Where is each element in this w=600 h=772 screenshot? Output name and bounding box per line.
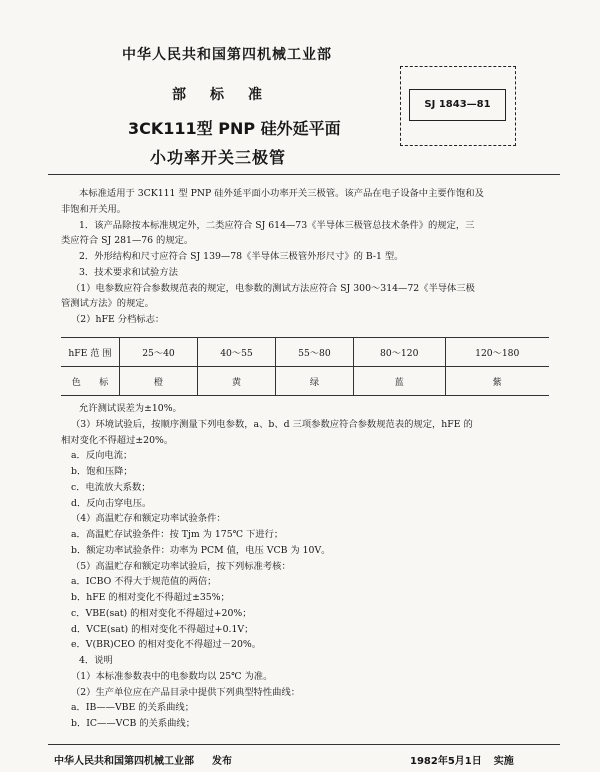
clause-3-3: （3）环境试验后，按顺序测量下列电参数，a、b、d 三项参数应符合参数规范表的规定，hFE 的 — [71, 418, 473, 430]
table-cell: 40～55 — [197, 338, 275, 367]
table-row-label: 色 标 — [61, 367, 120, 396]
standard-number: SJ 1843—81 — [409, 89, 506, 121]
clause-3-3-cont: 相对变化不得超过±20%。 — [61, 434, 174, 446]
intro-paragraph-cont: 非饱和开关用。 — [61, 203, 127, 215]
table-row — [61, 367, 549, 396]
implementation-date: 1982年5月1日 — [410, 756, 482, 767]
standard-number-box — [400, 66, 516, 146]
publisher-name: 中华人民共和国第四机械工业部 — [54, 756, 194, 767]
clause-2: 2．外形结构和尺寸应符合 SJ 139—78《半导体三极管外形尺寸》的 B-1 型。 — [79, 251, 404, 262]
document-body-lower — [61, 401, 541, 732]
list-item: e．V(BR)CEO 的相对变化不得超过－20%。 — [71, 639, 262, 651]
table-cell: 绿 — [275, 367, 353, 396]
implement-label: 实施 — [493, 756, 514, 767]
table-cell: 蓝 — [353, 367, 445, 396]
table-cell: 80～120 — [353, 338, 445, 367]
document-subtitle: 小功率开关三极管 — [150, 148, 287, 167]
table-row-label: hFE 范 围 — [61, 338, 120, 367]
clause-3-2: （2）hFE 分档标志： — [71, 314, 165, 325]
table-row — [61, 338, 549, 367]
clause-4-2: （2）生产单位应在产品目录中提供下列典型特性曲线： — [71, 686, 301, 698]
intro-paragraph: 本标准适用于 3CK111 型 PNP 硅外延平面小功率开关三极管。该产品在电子设备中主要作饱和及 — [79, 188, 484, 199]
table-cell: 紫 — [445, 367, 549, 396]
clause-3-4: （4）高温贮存和额定功率试验条件： — [71, 513, 226, 525]
list-item: a．IB——VBE 的关系曲线； — [71, 702, 195, 714]
list-item: b．hFE 的相对变化不得超过±35%； — [71, 592, 230, 603]
list-item: b．IC——VCB 的关系曲线； — [71, 718, 196, 729]
list-item: b．饱和压降； — [71, 466, 133, 477]
table-cell: 25～40 — [120, 338, 198, 367]
clause-3: 3．技术要求和试验方法 — [79, 266, 178, 278]
clause-4: 4．说明 — [79, 655, 113, 666]
top-rule — [48, 174, 560, 175]
list-item: a．反向电流； — [71, 450, 133, 462]
document-title: 3CK111型 PNP 硅外延平面 — [128, 119, 341, 138]
standard-type-heading: 部标准 — [172, 87, 286, 103]
list-item: a．高温贮存试验条件：按 Tjm 为 175℃ 下进行； — [71, 529, 284, 540]
document-body — [61, 186, 541, 328]
ministry-heading: 中华人民共和国第四机械工业部 — [122, 47, 332, 63]
clause-1: 1．该产品除按本标准规定外，二类应符合 SJ 614—73《半导体三极管总技术条件》的规定，三 — [79, 219, 475, 231]
clause-3-5: （5）高温贮存和额定功率试验后，按下列标准考核： — [71, 560, 291, 572]
list-item: b．额定功率试验条件：功率为 PCM 值，电压 VCB 为 10V。 — [71, 544, 331, 556]
list-item: d．反向击穿电压。 — [71, 497, 152, 509]
tolerance-note: 允许测试误差为±10%。 — [79, 403, 182, 414]
table-cell: 橙 — [120, 367, 198, 396]
footer-implementation — [410, 752, 514, 767]
list-item: d．VCE(sat) 的相对变化不得超过+0.1V； — [71, 623, 254, 635]
table-cell: 55～80 — [275, 338, 353, 367]
hfe-grading-table — [61, 337, 549, 396]
clause-3-1: （1）电参数应符合参数规范表的规定，电参数的测试方法应符合 SJ 300～314—72《半导体三极 — [71, 282, 475, 294]
clause-4-1: （1）本标准参数表中的电参数均以 25℃ 为准。 — [71, 670, 273, 682]
publish-label: 发布 — [212, 756, 232, 767]
list-item: c．VBE(sat) 的相对变化不得超过+20%； — [71, 607, 252, 619]
table-cell: 黄 — [197, 367, 275, 396]
table-cell: 120～180 — [445, 338, 549, 367]
list-item: a．ICBO 不得大于规范值的两倍； — [71, 576, 217, 588]
list-item: c．电流放大系数； — [71, 481, 151, 493]
bottom-rule — [48, 744, 560, 745]
clause-3-1-cont: 管测试方法》的规定。 — [61, 298, 154, 310]
footer-publisher — [54, 752, 232, 767]
clause-1-cont: 类应符合 SJ 281—76 的规定。 — [61, 235, 194, 247]
